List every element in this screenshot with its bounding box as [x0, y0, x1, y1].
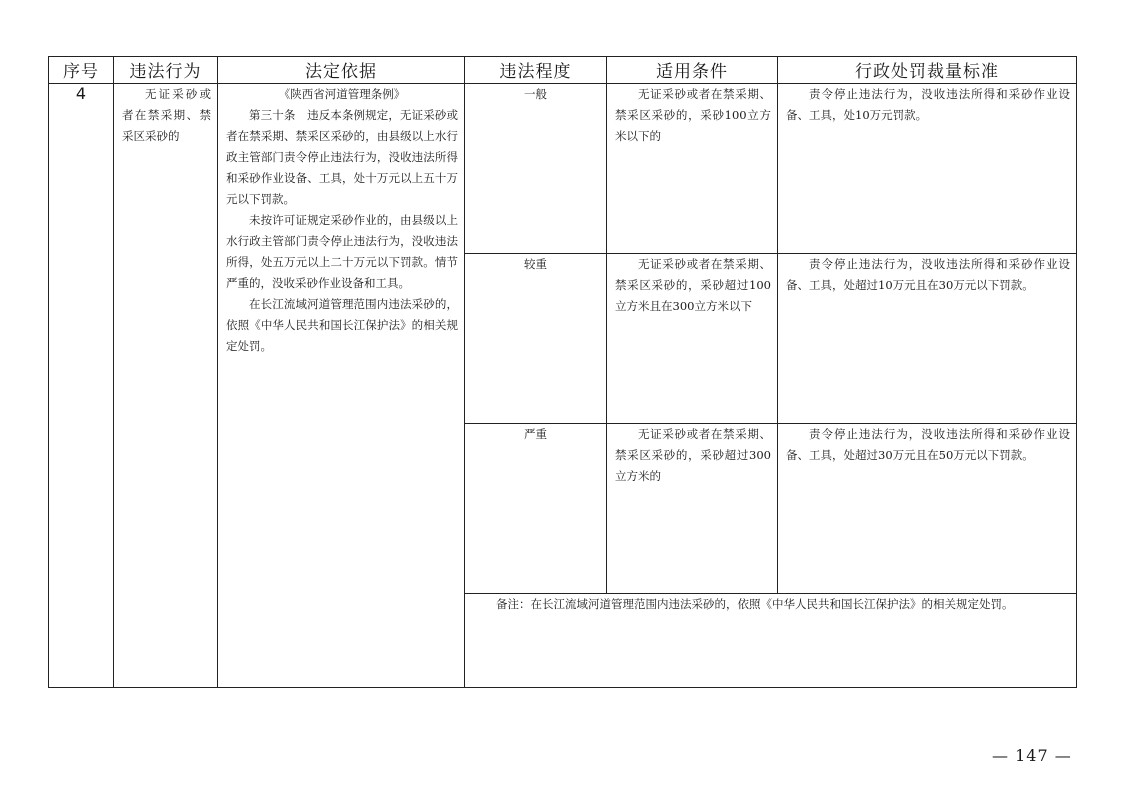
penalty-standard-table	[48, 56, 1077, 688]
condition-cell	[607, 424, 778, 594]
page-number: — 147 —	[992, 746, 1072, 765]
condition-text: 无证采砂或者在禁采期、禁采区采砂的，采砂超过300立方米的	[615, 427, 771, 483]
header-degree: 违法程度	[465, 57, 607, 84]
penalty-cell	[778, 254, 1077, 424]
table-header-row	[49, 57, 1077, 84]
header-penalty-standard: 行政处罚裁量标准	[778, 57, 1077, 84]
basis-paragraph: 在长江流域河道管理范围内违法采砂的，依照《中华人民共和国长江保护法》的相关规定处罚。	[226, 297, 458, 353]
condition-text: 无证采砂或者在禁采期、禁采区采砂的，采砂100立方米以下的	[615, 87, 771, 143]
penalty-text: 责令停止违法行为，没收违法所得和采砂作业设备、工具，处超过10万元且在30万元以下罚款。	[786, 257, 1070, 292]
penalty-text: 责令停止违法行为，没收违法所得和采砂作业设备、工具，处10万元罚款。	[786, 87, 1070, 122]
degree-cell: 严重	[465, 424, 607, 594]
degree-cell: 较重	[465, 254, 607, 424]
legal-basis-cell	[218, 84, 465, 688]
violation-cell	[114, 84, 218, 688]
header-condition: 适用条件	[607, 57, 778, 84]
header-legal-basis: 法定依据	[218, 57, 465, 84]
condition-cell	[607, 84, 778, 254]
condition-cell	[607, 254, 778, 424]
table-row	[49, 84, 1077, 254]
note-cell	[465, 594, 1077, 688]
note-text: 备注：在长江流域河道管理范围内违法采砂的，依照《中华人民共和国长江保护法》的相关规定处罚。	[496, 597, 1014, 611]
basis-paragraph: 未按许可证规定采砂作业的，由县级以上水行政主管部门责令停止违法行为，没收违法所得，处五万元以上二十万元以下罚款。情节严重的，没收采砂作业设备和工具。	[226, 213, 458, 290]
degree-cell: 一般	[465, 84, 607, 254]
violation-text: 无证采砂或者在禁采期、禁采区采砂的	[122, 87, 211, 143]
basis-title: 《陕西省河道管理条例》	[278, 87, 406, 101]
basis-paragraph: 第三十条 违反本条例规定，无证采砂或者在禁采期、禁采区采砂的，由县级以上水行政主管部门责令停止违法行为，没收违法所得和采砂作业设备、工具，处十万元以上五十万元以下罚款。	[226, 108, 458, 206]
penalty-cell	[778, 424, 1077, 594]
header-seq: 序号	[49, 57, 114, 84]
penalty-cell	[778, 84, 1077, 254]
seq-cell: 4	[49, 84, 114, 688]
header-violation: 违法行为	[114, 57, 218, 84]
condition-text: 无证采砂或者在禁采期、禁采区采砂的，采砂超过100立方米且在300立方米以下	[615, 257, 771, 313]
penalty-text: 责令停止违法行为，没收违法所得和采砂作业设备、工具，处超过30万元且在50万元以下罚款。	[786, 427, 1070, 462]
